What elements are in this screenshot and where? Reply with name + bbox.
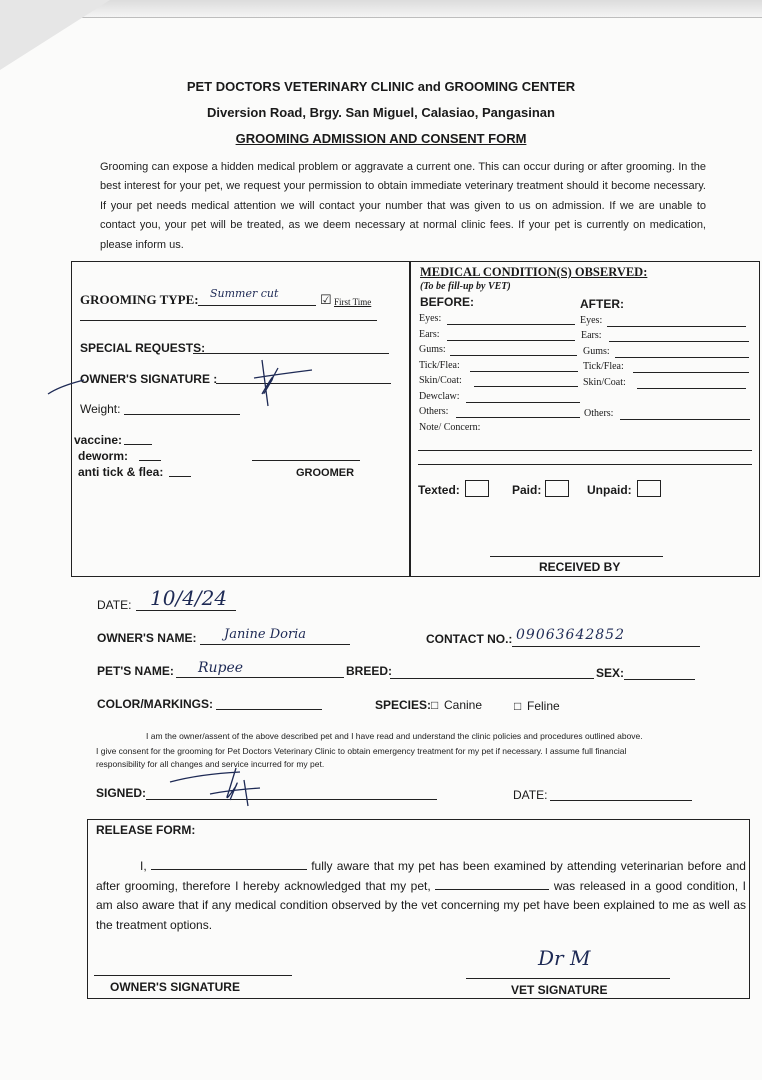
unpaid-checkbox[interactable]	[637, 480, 661, 497]
anti-tick-line[interactable]	[169, 476, 191, 477]
pet-name-label: PET'S NAME:	[97, 664, 174, 678]
owner-name-line[interactable]	[200, 644, 350, 645]
note-line-2[interactable]	[418, 464, 752, 465]
note-line-1[interactable]	[418, 450, 752, 451]
before-dewclaw-label: Dewclaw:	[419, 391, 460, 402]
paid-checkbox[interactable]	[545, 480, 569, 497]
before-tickflea-line[interactable]	[470, 371, 578, 372]
before-gums-line[interactable]	[450, 355, 577, 356]
release-owner-signature-label: OWNER'S SIGNATURE	[110, 980, 240, 994]
before-eyes-label: Eyes:	[419, 313, 442, 324]
clinic-address: Diversion Road, Brgy. San Miguel, Calasiao, Pangasinan	[207, 105, 555, 120]
owner-signature-mark	[40, 350, 320, 410]
after-gums-line[interactable]	[615, 357, 749, 358]
release-pet-blank[interactable]	[435, 878, 549, 890]
medical-title: MEDICAL CONDITION(S) OBSERVED:	[420, 265, 648, 279]
date-line[interactable]	[136, 610, 236, 611]
pet-name-line[interactable]	[176, 677, 344, 678]
release-i: I,	[140, 859, 147, 873]
vet-signature-line[interactable]	[466, 978, 670, 979]
breed-label: BREED:	[346, 664, 393, 678]
first-time-checkbox[interactable]: ☑	[320, 292, 332, 307]
received-by-line[interactable]	[490, 556, 663, 557]
consent-date-label: DATE:	[513, 788, 548, 802]
intro-paragraph: Grooming can expose a hidden medical problem or aggravate a current one. This can occur during or after grooming. In the best interest for your pet, we request your permission to obtain immediate veterinary treatment should it become necessary. If your pet needs medical attention we will contact your number that was given to us on admission. If we are unable to contact you, your pet will be treated, as we deem necessary at normal clinic fees. If your pet is currently on medication, please inform us.	[100, 161, 706, 251]
release-title: RELEASE FORM:	[96, 823, 196, 837]
texted-label: Texted:	[418, 483, 460, 497]
before-skincoat-label: Skin/Coat:	[419, 375, 462, 386]
canine-label: Canine	[444, 698, 483, 712]
consent-signature-mark	[150, 760, 300, 810]
before-skincoat-line[interactable]	[474, 386, 578, 387]
weight-line[interactable]	[124, 414, 240, 415]
paid-label: Paid:	[512, 483, 542, 497]
canine-checkbox[interactable]: □	[431, 698, 439, 712]
release-owner-signature-line[interactable]	[94, 975, 292, 976]
groomer-label: GROOMER	[296, 467, 355, 479]
first-time-label: First Time	[334, 297, 372, 307]
after-ears-line[interactable]	[609, 341, 749, 342]
after-gums-label: Gums:	[583, 346, 610, 357]
consent-line-3: responsibility for all changes and service incurred for my pet.	[96, 759, 325, 769]
vet-initials: Dr M	[538, 946, 591, 970]
before-others-line[interactable]	[456, 417, 580, 418]
after-eyes-label: Eyes:	[580, 315, 603, 326]
breed-line[interactable]	[390, 678, 594, 679]
vaccine-label: vaccine:	[74, 433, 123, 447]
page-fold	[0, 0, 110, 70]
feline-checkbox[interactable]: □	[514, 699, 522, 713]
owner-signature-label: OWNER'S SIGNATURE :	[80, 372, 218, 386]
species-label: SPECIES:	[375, 698, 432, 712]
after-tickflea-line[interactable]	[633, 372, 749, 373]
texted-checkbox[interactable]	[465, 480, 489, 497]
sex-label: SEX:	[596, 666, 625, 680]
signed-label: SIGNED:	[96, 786, 147, 800]
after-others-line[interactable]	[620, 419, 750, 420]
unpaid-label: Unpaid:	[587, 483, 632, 497]
owner-name-value[interactable]: Janine Doria	[224, 627, 307, 642]
consent-date-line[interactable]	[550, 800, 692, 801]
box-divider	[409, 261, 411, 577]
before-eyes-line[interactable]	[447, 324, 575, 325]
grooming-type-line	[198, 305, 316, 306]
before-others-label: Others:	[419, 406, 449, 417]
feline-label: Feline	[527, 699, 560, 713]
owner-name-label: OWNER'S NAME:	[97, 631, 197, 645]
after-label: AFTER:	[580, 297, 624, 311]
after-tickflea-label: Tick/Flea:	[583, 361, 624, 372]
pet-name-value[interactable]: Rupee	[198, 660, 244, 676]
form-title: GROOMING ADMISSION AND CONSENT FORM	[235, 131, 527, 146]
after-others-label: Others:	[584, 408, 614, 419]
grooming-type-value[interactable]: Summer cut	[210, 287, 279, 300]
before-gums-label: Gums:	[419, 344, 446, 355]
release-text-a: fully aware that my pet has been examined by attending veterinarian before and after grooming, therefore I hereby acknowledged that my pet,	[96, 859, 746, 893]
weight-label: Weight:	[80, 402, 121, 416]
release-paragraph	[96, 857, 746, 935]
contact-value[interactable]: 09063642852	[516, 627, 625, 643]
grooming-type-extra-line	[80, 320, 377, 321]
color-markings-line[interactable]	[216, 709, 322, 710]
deworm-label: deworm:	[78, 449, 129, 463]
before-label: BEFORE:	[420, 295, 474, 309]
consent-line-2: I give consent for the grooming for Pet Doctors Veterinary Clinic to obtain emergency treatment for my pet if necessary. I assume full financial	[96, 746, 627, 756]
after-skincoat-line[interactable]	[637, 388, 746, 389]
before-tickflea-label: Tick/Flea:	[419, 360, 460, 371]
note-label: Note/ Concern:	[419, 422, 481, 433]
before-dewclaw-line[interactable]	[466, 402, 580, 403]
groomer-line[interactable]	[252, 460, 360, 461]
before-ears-label: Ears:	[419, 329, 440, 340]
grooming-type-label: GROOMING TYPE:	[80, 292, 199, 307]
anti-tick-label: anti tick & flea:	[78, 465, 164, 479]
date-value[interactable]: 10/4/24	[150, 586, 228, 610]
consent-line-1: I am the owner/assent of the above described pet and I have read and understand the clinic policies and procedures outlined above.	[146, 731, 643, 741]
vet-signature-label: VET SIGNATURE	[511, 983, 608, 997]
date-label: DATE:	[97, 598, 132, 612]
page-top-edge	[0, 0, 762, 18]
medical-subtitle: (To be fill-up by VET)	[420, 281, 511, 292]
special-requests-label: SPECIAL REQUESTS:	[80, 341, 206, 355]
release-name-blank[interactable]	[151, 858, 307, 870]
contact-line[interactable]	[512, 646, 700, 647]
sex-line[interactable]	[624, 679, 695, 680]
deworm-line[interactable]	[139, 460, 161, 461]
color-markings-label: COLOR/MARKINGS:	[97, 697, 213, 711]
clinic-name: PET DOCTORS VETERINARY CLINIC and GROOMING CENTER	[186, 79, 576, 94]
vaccine-line[interactable]	[124, 444, 152, 445]
release-text-b: was released in a good condition, I am also aware that if any medical condition observed by the vet concerning my pet have been explained to me as well as the treatment options.	[96, 878, 746, 932]
after-eyes-line[interactable]	[607, 326, 746, 327]
after-skincoat-label: Skin/Coat:	[583, 377, 626, 388]
received-by-label: RECEIVED BY	[539, 560, 621, 574]
contact-label: CONTACT NO.:	[426, 632, 513, 646]
after-ears-label: Ears:	[581, 330, 602, 341]
before-ears-line[interactable]	[447, 340, 575, 341]
